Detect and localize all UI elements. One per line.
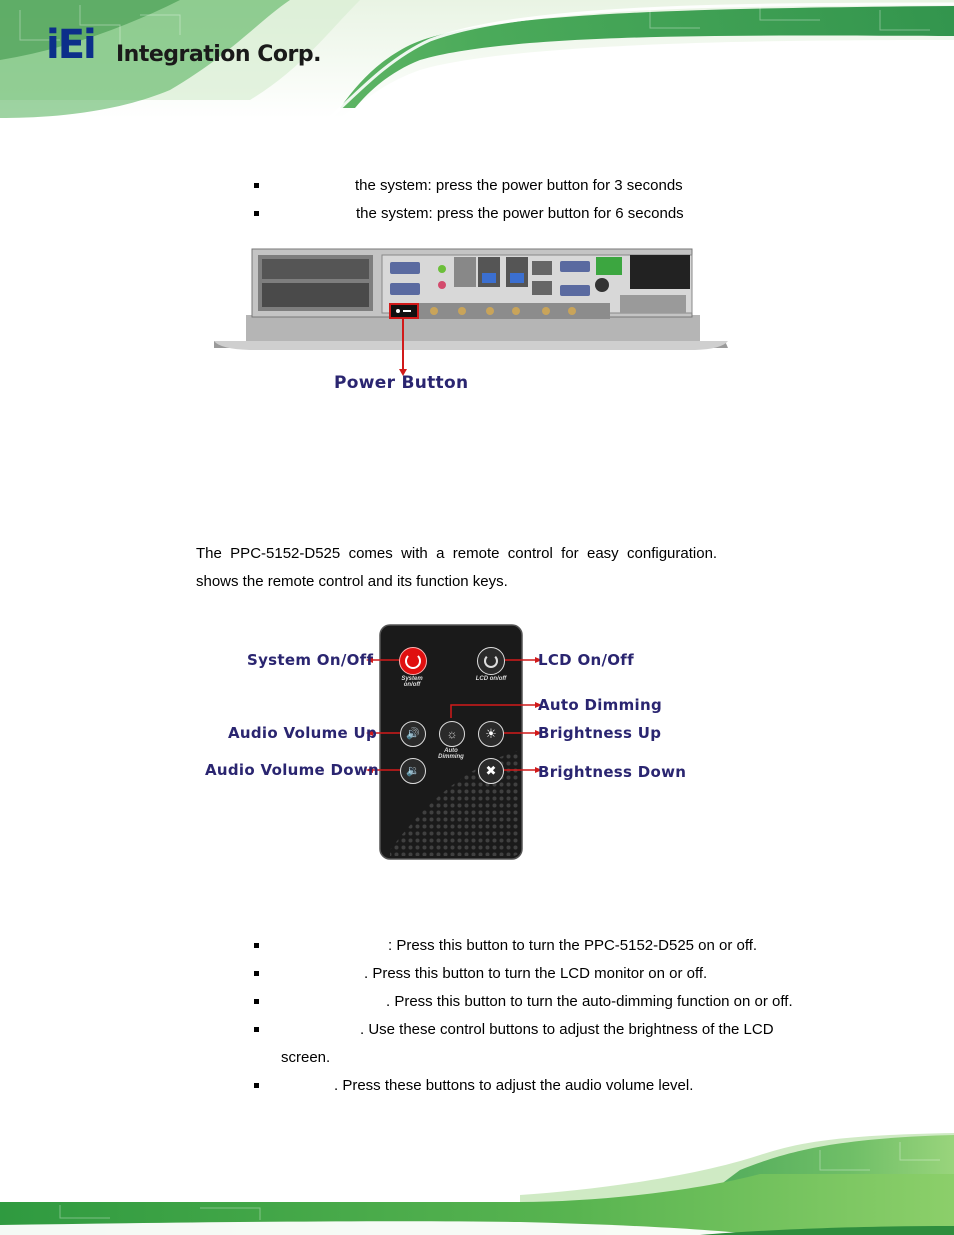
power-icon [405,653,421,669]
bullet-marker [254,1083,259,1088]
auto-key-caption: Auto Dimming [438,748,464,760]
callout-audio-up: Audio Volume Up [228,724,378,742]
footer-banner [0,1130,954,1235]
logo-text: Integration Corp. [116,42,321,67]
speaker-down-icon: 🔉 [406,765,420,777]
callout-brightness-up: Brightness Up [538,724,662,742]
bullet-marker [254,211,259,216]
bullet-marker [254,943,259,948]
audio-up-key [400,721,426,747]
brightness-up-key [478,721,504,747]
bullet-marker [254,999,259,1004]
callout-system-onoff: System On/Off [247,651,374,669]
sun-outline-icon: ☼ [446,727,458,741]
rear-panel-figure [210,245,735,405]
function-bullet-5: . Press these buttons to adjust the audio volume level. [334,1077,694,1094]
speaker-up-icon: 🔊 [406,728,420,740]
callout-auto-dimming: Auto Dimming [538,696,662,714]
power-icon [484,654,498,668]
remote-intro-line-1: The PPC-5152-D525 comes with a remote control for easy configuration. [196,545,718,562]
rear-panel-image [210,245,735,405]
function-bullet-4-continuation: screen. [281,1049,331,1066]
page-header [0,0,954,120]
remote-intro-line-2: shows the remote control and its function keys. [196,573,508,590]
function-bullet-3: . Press this button to turn the auto-dimming function on or off. [386,993,793,1010]
shutdown-bullet-2: the system: press the power button for 6 seconds [356,205,684,222]
bullet-marker [254,183,259,188]
function-bullet-1: : Press this button to turn the PPC-5152-D525 on or off. [388,937,758,954]
audio-down-key [400,758,426,784]
logo-mark: iEi [46,22,95,68]
callout-lcd-onoff: LCD On/Off [538,651,634,669]
function-bullet-2: . Press this button to turn the LCD monitor on or off. [364,965,708,982]
bullet-marker [254,1027,259,1032]
page-footer [0,1130,954,1235]
sun-dim-icon: ✖ [485,763,497,778]
shutdown-bullet-1: the system: press the power button for 3 seconds [355,177,683,194]
power-button-callout: Power Button [334,373,469,393]
bullet-marker [254,971,259,976]
brightness-down-key [478,758,504,784]
lcd-key-caption: LCD on/off [475,676,507,682]
callout-brightness-down: Brightness Down [538,763,687,781]
sun-icon: ☀ [485,726,497,741]
remote-control-figure [190,620,690,865]
system-key-caption: System on/off [401,676,423,688]
function-bullet-4: . Use these control buttons to adjust the brightness of the LCD [360,1021,774,1038]
callout-audio-down: Audio Volume Down [205,761,380,779]
auto-dimming-key [439,721,465,747]
